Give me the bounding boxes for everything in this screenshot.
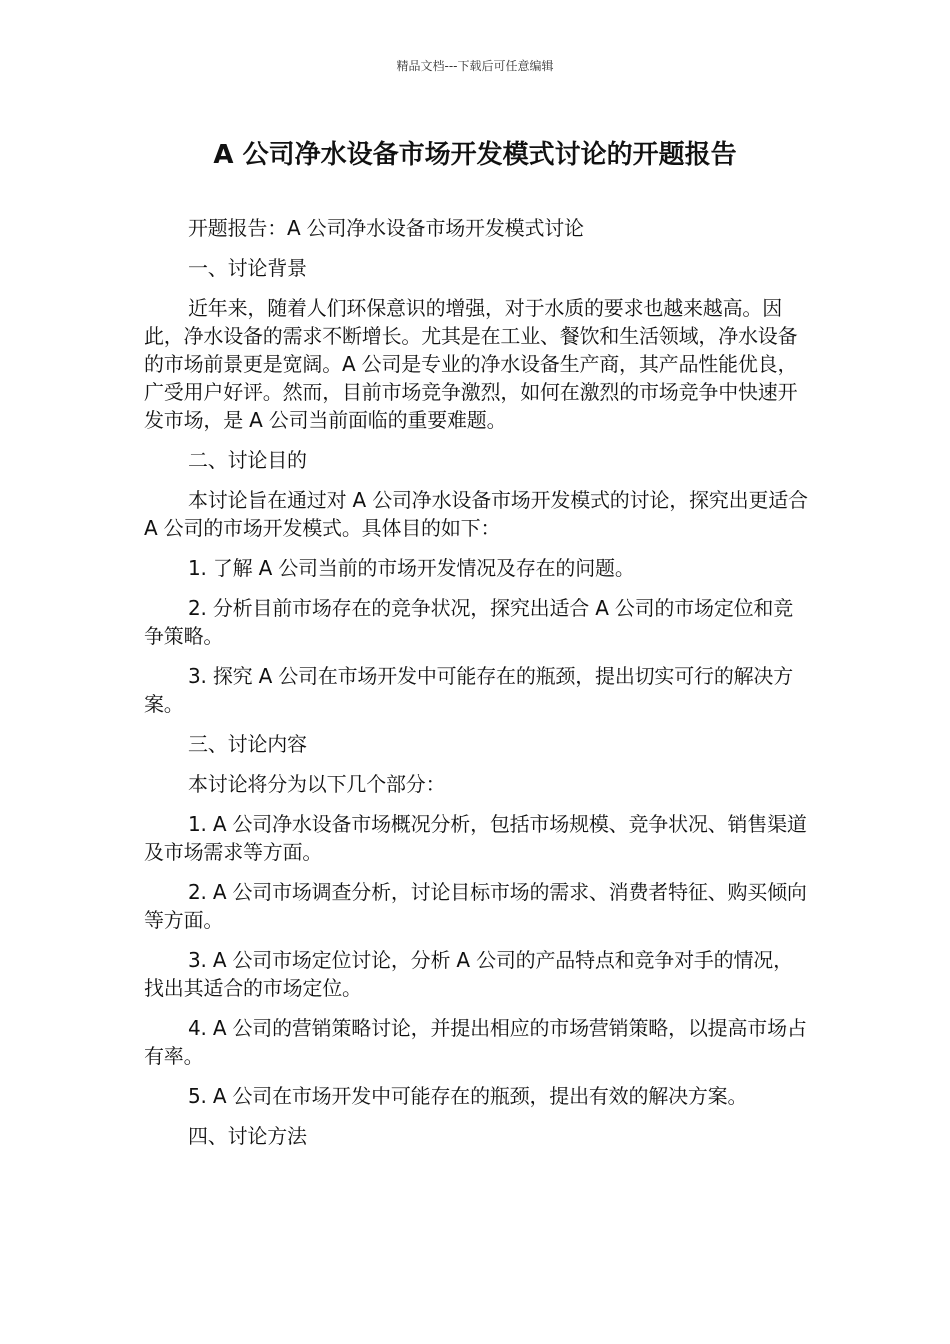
purpose-item-2: 2. 分析目前市场存在的竞争状况，探究出适合 A 公司的市场定位和竞争策略。 bbox=[144, 596, 794, 648]
content-intro-paragraph: 本讨论将分为以下几个部分： bbox=[188, 772, 446, 796]
content-item-3: 3. A 公司市场定位讨论，分析 A 公司的产品特点和竞争对手的情况，找出其适合的市场定位。 bbox=[144, 948, 793, 1000]
section-heading-purpose: 二、讨论目的 bbox=[188, 448, 307, 472]
section-heading-background: 一、讨论背景 bbox=[188, 256, 307, 280]
purpose-intro-paragraph: 本讨论旨在通过对 A 公司净水设备市场开发模式的讨论，探究出更适合 A 公司的市场开发模式。具体目的如下： bbox=[144, 488, 808, 540]
document-title: A 公司净水设备市场开发模式讨论的开题报告 bbox=[213, 140, 737, 170]
content-item-1: 1. A 公司净水设备市场概况分析，包括市场规模、竞争状况、销售渠道及市场需求等方面。 bbox=[144, 812, 807, 864]
document-body bbox=[144, 214, 808, 1162]
purpose-item-3: 3. 探究 A 公司在市场开发中可能存在的瓶颈，提出切实可行的解决方案。 bbox=[144, 664, 794, 716]
report-subtitle: 开题报告：A 公司净水设备市场开发模式讨论 bbox=[188, 216, 584, 240]
section-heading-content: 三、讨论内容 bbox=[188, 732, 307, 756]
page-header-note: 精品文档---下载后可任意编辑 bbox=[396, 59, 554, 73]
purpose-item-1: 1. 了解 A 公司当前的市场开发情况及存在的问题。 bbox=[188, 556, 635, 580]
background-paragraph: 近年来，随着人们环保意识的增强，对于水质的要求也越来越高。因此，净水设备的需求不断增长。尤其是在工业、餐饮和生活领域，净水设备的市场前景更是宽阔。A 公司是专业的净水设备生产商，其产品性能优良，广受用户好评。然而，目前市场竞争激烈，如何在激烈的市场竞争中快速开发市场，是 A 公司当前面临的重要难题。 bbox=[144, 296, 798, 432]
content-item-4: 4. A 公司的营销策略讨论，并提出相应的市场营销策略，以提高市场占有率。 bbox=[144, 1016, 807, 1068]
content-item-5: 5. A 公司在市场开发中可能存在的瓶颈，提出有效的解决方案。 bbox=[188, 1084, 748, 1108]
content-item-2: 2. A 公司市场调查分析，讨论目标市场的需求、消费者特征、购买倾向等方面。 bbox=[144, 880, 807, 932]
section-heading-method: 四、讨论方法 bbox=[188, 1124, 307, 1148]
